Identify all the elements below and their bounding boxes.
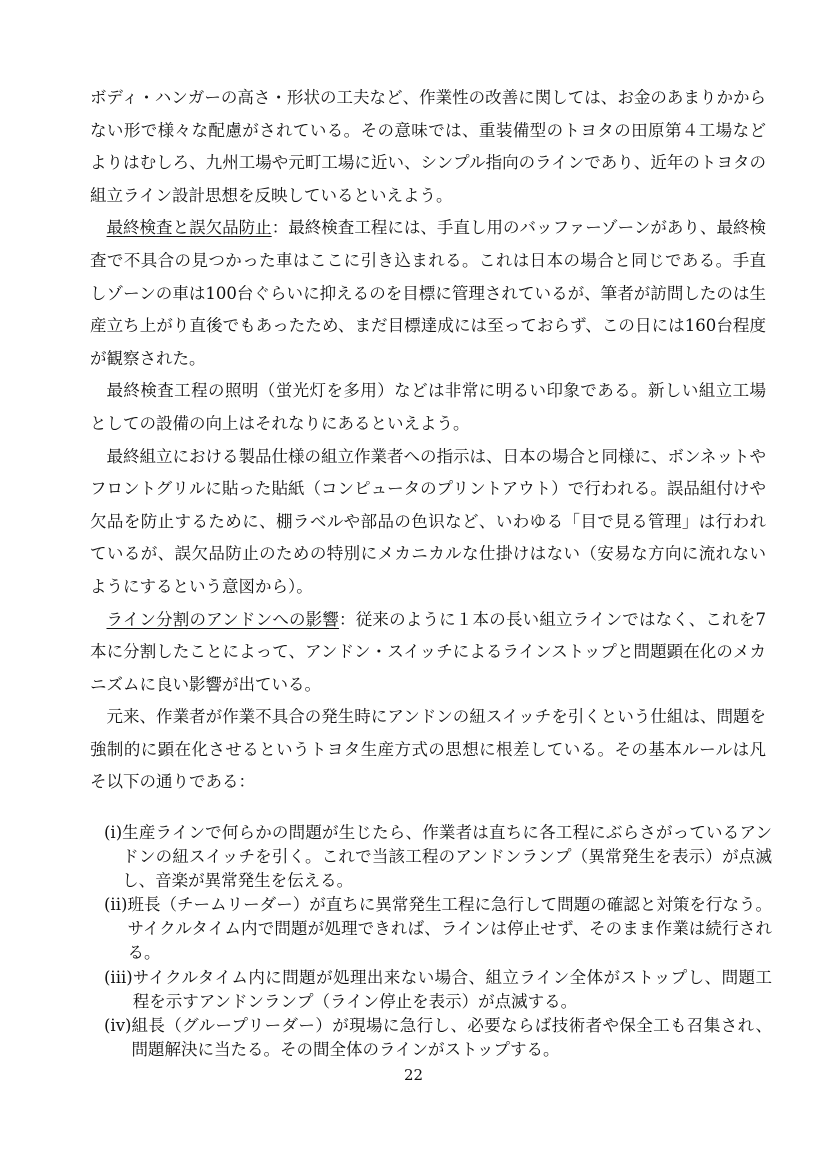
paragraph-text: ：最終検査工程には、手直し用のバッファーゾーンがあり、最終検査で不具合の見つかった車はここに引き込まれる。これは日本の場合と同じである。手直しゾーンの車は100台ぐらいに抑えるのを目標に管理されているが、筆者が訪問したのは生産立ち上がり直後でもあったため、まだ目標達成には至っておらず、この日には160台程度が観察された。: [90, 218, 767, 368]
list-item: [104, 1014, 772, 1062]
list-number: (ii): [104, 895, 128, 915]
rule-list: [104, 821, 772, 1063]
paragraph-text: ：従来のように１本の長い組立ラインではなく、これを7本に分割したことによって、アンドン・スイッチによるラインストップと問題顕在化のメカニズムに良い影響が出ている。: [90, 609, 766, 694]
list-text: 組長（グループリーダー）が現場に急行し、必要ならば技術者や保全工も召集され、問題解決に当たる。その間全体のラインがストップする。: [131, 1016, 772, 1060]
paragraph: [90, 441, 766, 604]
list-item: [104, 821, 772, 892]
paragraph-text: ボディ・ハンガーの高さ・形状の工夫など、作業性の改善に関しては、お金のあまりかからない形で様々な配慮がされている。その意味では、重装備型のトヨタの田原第４工場などよりはむしろ、九州工場や元町工場に近い、シンプル指向のラインであり、近年のトヨタの組立ライン設計思想を反映しているといえよう。: [90, 88, 766, 205]
list-text: 生産ラインで何らかの問題が生じたら、作業者は直ちに各工程にぶらさがっているアンドンの紐スイッチを引く。これで当該工程のアンドンランプ（異常発生を表示）が点滅し、音楽が異常発生を伝える。: [122, 823, 772, 890]
section-heading: 最終検査と誤欠品防止: [106, 218, 272, 238]
body-text: [90, 82, 766, 799]
paragraph-text: 最終組立における製品仕様の組立作業者への指示は、日本の場合と同様に、ボンネットやフロントグリルに貼った貼紙（コンピュータのプリントアウト）で行われる。誤品組付けや欠品を防止するために、棚ラベルや部品の色识など、いわゆる「目で見る管理」は行われているが、誤欠品防止のための特別にメカニカルな仕掛けはない（安易な方向に流れないようにするという意図から）。: [90, 446, 767, 596]
paragraph: [90, 82, 766, 212]
list-number: (i): [104, 823, 123, 842]
paragraph: [90, 375, 766, 440]
paragraph: [90, 604, 766, 702]
list-text: 班長（チームリーダー）が直ちに異常発生工程に急行して問題の確認と対策を行なう。サイクルタイム内で問題が処理できれば、ラインは停止せず、そのまま作業は続行される。: [127, 895, 772, 962]
section-heading: ライン分割のアンドンへの影響: [106, 609, 340, 629]
paragraph-text: 最終検査工程の照明（蛍光灯を多用）などは非常に明るい印象である。新しい組立工場としての設備の向上はそれなりにあるといえよう。: [90, 381, 766, 433]
list-number: (iv): [104, 1016, 132, 1036]
list-item: [104, 966, 772, 1014]
paragraph: [90, 701, 766, 799]
list-text: サイクルタイム内に問題が処理出来ない場合、組立ライン全体がストップし、問題工程を示すアンドンランプ（ライン停止を表示）が点滅する。: [132, 967, 772, 1011]
list-item: [104, 893, 772, 964]
paragraph: [90, 212, 766, 375]
page-number: 22: [403, 1066, 424, 1084]
list-number: (iii): [104, 967, 133, 987]
paragraph-text: 元来、作業者が作業不具合の発生時にアンドンの紐スイッチを引くという仕組は、問題を強制的に顕在化させるというトヨタ生産方式の思想に根差している。その基本ルールは凡そ以下の通りである：: [90, 707, 766, 792]
